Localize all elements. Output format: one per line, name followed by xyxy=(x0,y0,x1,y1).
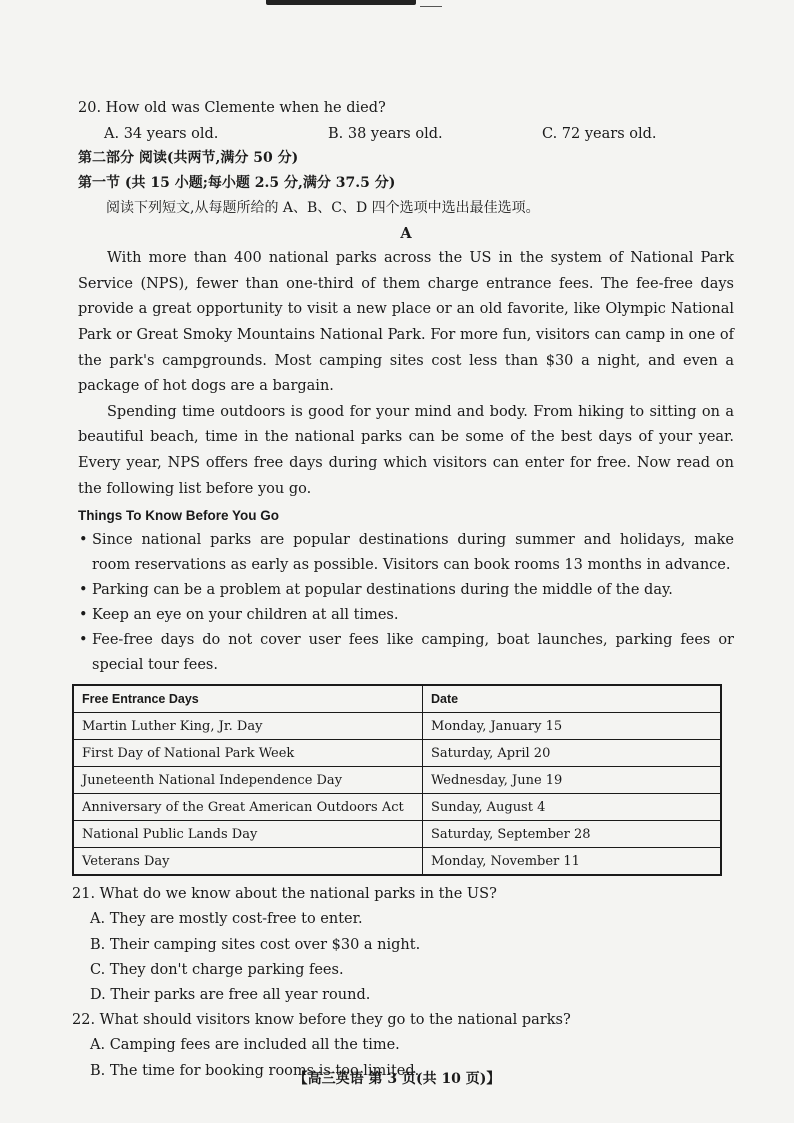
question-21: 21. What do we know about the national parks in the US? xyxy=(72,886,497,903)
option-c: C. They don't charge parking fees. xyxy=(90,961,344,978)
table-row xyxy=(73,767,721,794)
cell-day: Juneteenth National Independence Day xyxy=(73,767,423,794)
passage-body xyxy=(78,246,734,502)
option-d: D. Their parks are free all year round. xyxy=(90,986,371,1003)
section-heading: 第二部分 阅读(共两节,满分 50 分) xyxy=(78,149,299,166)
things-to-know-list xyxy=(78,528,734,678)
option-a: A. Camping fees are included all the time. xyxy=(90,1037,400,1054)
exam-page xyxy=(72,96,734,1084)
question-20: 20. How old was Clemente when he died? xyxy=(78,100,386,116)
scan-edge-mark xyxy=(266,0,416,5)
cell-date: Monday, November 11 xyxy=(423,848,722,876)
table-row xyxy=(73,794,721,821)
table-row xyxy=(73,713,721,740)
cell-day: National Public Lands Day xyxy=(73,821,423,848)
table-row xyxy=(73,821,721,848)
cell-day: Anniversary of the Great American Outdoors Act xyxy=(73,794,423,821)
header-date: Date xyxy=(423,685,722,713)
option-a: A. They are mostly cost-free to enter. xyxy=(90,911,363,928)
cell-date: Sunday, August 4 xyxy=(423,794,722,821)
paragraph-1: With more than 400 national parks across the US in the system of National Park Service (NPS), fewer than one-third of them charge entrance fees. The fee-free days provide a great opportunity to visit a new place or an old favorite, like Olympic National Park or Great Smoky Mountains National Park. For more fun, visitors can camp in one of the park's campgrounds. Most camping sites cost less than $30 a night, and even a package of hot dogs are a bargain. xyxy=(78,250,734,395)
cell-date: Saturday, April 20 xyxy=(423,740,722,767)
list-item: • Parking can be a problem at popular destinations during the middle of the day. xyxy=(78,578,734,603)
option-a: A. 34 years old. xyxy=(104,125,219,142)
cell-date: Monday, January 15 xyxy=(423,713,722,740)
page-footer: 【高三英语 第 3 页(共 10 页)】 xyxy=(293,1071,501,1087)
subsection-heading: 第一节 (共 15 小题;每小题 2.5 分,满分 37.5 分) xyxy=(78,174,396,191)
scan-edge-mark-2 xyxy=(420,0,442,7)
table-header-row xyxy=(73,685,721,713)
table-row xyxy=(73,848,721,876)
option-b: B. 38 years old. xyxy=(328,125,443,142)
cell-date: Wednesday, June 19 xyxy=(423,767,722,794)
question-22: 22. What should visitors know before they go to the national parks? xyxy=(72,1012,571,1029)
cell-date: Saturday, September 28 xyxy=(423,821,722,848)
cell-day: First Day of National Park Week xyxy=(73,740,423,767)
free-entrance-days-table xyxy=(72,684,722,876)
option-c: C. 72 years old. xyxy=(542,125,657,142)
instructions: 阅读下列短文,从每题所给的 A、B、C、D 四个选项中选出最佳选项。 xyxy=(106,199,540,216)
list-item: • Since national parks are popular destinations during summer and holidays, make room reservations as early as possible. Visitors can book rooms 13 months in advance. xyxy=(78,528,734,578)
option-b: B. Their camping sites cost over $30 a night. xyxy=(90,936,421,953)
passage-label: A xyxy=(400,224,412,242)
question-20-options xyxy=(78,122,734,146)
option-b: B. The time for booking rooms is too limited. xyxy=(90,1062,420,1079)
things-to-know-title: Things To Know Before You Go xyxy=(78,508,279,524)
paragraph-2: Spending time outdoors is good for your mind and body. From hiking to sitting on a beautiful beach, time in the national parks can be some of the best days of your year. Every year, NPS offers free days during which visitors can enter for free. Now read on the following list before you go. xyxy=(78,403,734,497)
header-free-entrance-days: Free Entrance Days xyxy=(73,685,423,713)
cell-day: Martin Luther King, Jr. Day xyxy=(73,713,423,740)
list-item: • Keep an eye on your children at all times. xyxy=(78,603,734,628)
cell-day: Veterans Day xyxy=(73,848,423,876)
list-item: • Fee-free days do not cover user fees like camping, boat launches, parking fees or special tour fees. xyxy=(78,628,734,678)
table-row xyxy=(73,740,721,767)
